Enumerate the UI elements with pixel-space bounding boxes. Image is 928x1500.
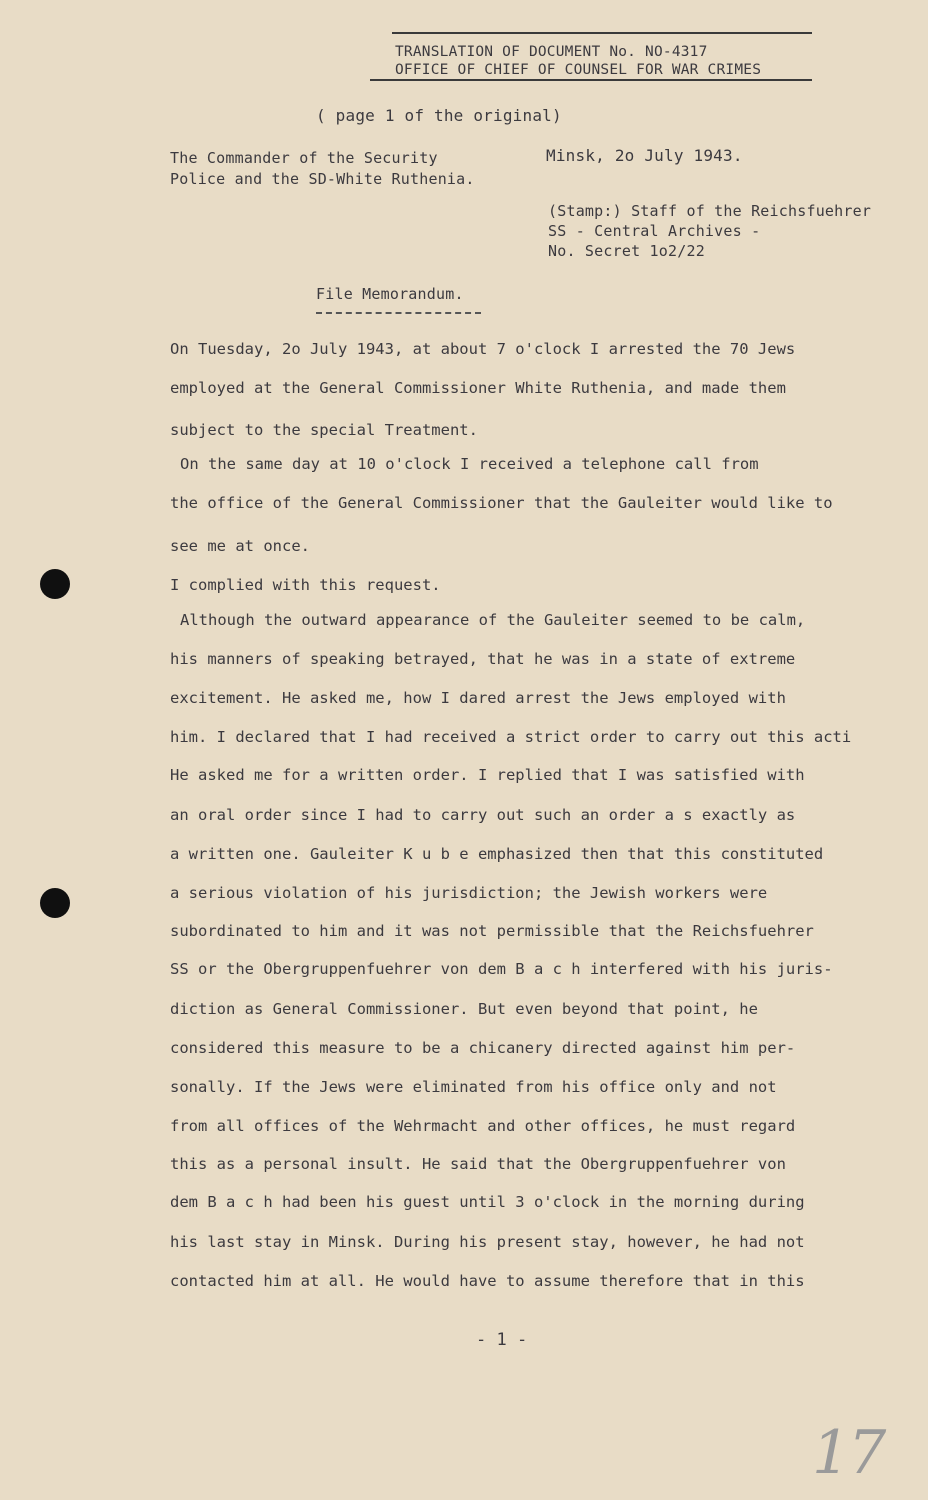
body-line: On Tuesday, 2o July 1943, at about 7 o'clock I arrested the 70 Jews — [170, 340, 796, 358]
punch-hole-bottom — [40, 888, 70, 918]
header-top-rule — [392, 32, 812, 34]
punch-hole-top — [40, 569, 70, 599]
body-line: Although the outward appearance of the Gauleiter seemed to be calm, — [180, 611, 806, 629]
body-line: considered this measure to be a chicanery directed against him per- — [170, 1039, 796, 1057]
page-note: ( page 1 of the original) — [316, 106, 562, 125]
body-line: his last stay in Minsk. During his present stay, however, he had not — [170, 1233, 805, 1251]
body-line: from all offices of the Wehrmacht and other offices, he must regard — [170, 1117, 796, 1135]
sender-line-2: Police and the SD-White Ruthenia. — [170, 170, 475, 188]
body-line: On the same day at 10 o'clock I received a telephone call from — [180, 455, 759, 473]
header-line-1: TRANSLATION OF DOCUMENT No. NO-4317 — [395, 44, 708, 60]
body-line: diction as General Commissioner. But even beyond that point, he — [170, 1000, 758, 1018]
body-line: He asked me for a written order. I replied that I was satisfied with — [170, 766, 805, 784]
body-line: contacted him at all. He would have to assume therefore that in this — [170, 1272, 805, 1290]
stamp-line-2: SS - Central Archives - — [548, 222, 761, 240]
body-line: excitement. He asked me, how I dared arrest the Jews employed with — [170, 689, 786, 707]
body-line: I complied with this request. — [170, 576, 441, 594]
body-line: dem B a c h had been his guest until 3 o'clock in the morning during — [170, 1193, 805, 1211]
header-bottom-rule — [370, 79, 812, 81]
body-line: employed at the General Commissioner White Ruthenia, and made them — [170, 379, 786, 397]
stamp-line-3: No. Secret 1o2/22 — [548, 242, 705, 260]
sender-line-1: The Commander of the Security — [170, 149, 438, 167]
body-line: a written one. Gauleiter K u b e emphasized then that this constituted — [170, 845, 824, 863]
body-line: an oral order since I had to carry out such an order a s exactly as — [170, 806, 796, 824]
body-line: his manners of speaking betrayed, that he was in a state of extreme — [170, 650, 796, 668]
handwritten-page-number: 17 — [812, 1418, 885, 1488]
body-line: him. I declared that I had received a strict order to carry out this acti — [170, 728, 852, 746]
memo-title: File Memorandum. — [316, 285, 464, 303]
body-line: see me at once. — [170, 537, 310, 555]
memo-title-underline — [316, 312, 481, 314]
body-line: subordinated to him and it was not permissible that the Reichsfuehrer — [170, 922, 814, 940]
page-number: - 1 - — [476, 1330, 528, 1350]
stamp-line-1: (Stamp:) Staff of the Reichsfuehrer — [548, 202, 872, 220]
body-line: this as a personal insult. He said that the Obergruppenfuehrer von — [170, 1155, 786, 1173]
body-line: the office of the General Commissioner that the Gauleiter would like to — [170, 494, 833, 512]
place-date: Minsk, 2o July 1943. — [546, 146, 743, 165]
body-line: a serious violation of his jurisdiction; the Jewish workers were — [170, 884, 768, 902]
body-line: SS or the Obergruppenfuehrer von dem B a c h interfered with his juris- — [170, 960, 833, 978]
header-line-2: OFFICE OF CHIEF OF COUNSEL FOR WAR CRIMES — [395, 62, 762, 78]
body-line: sonally. If the Jews were eliminated from his office only and not — [170, 1078, 777, 1096]
body-line: subject to the special Treatment. — [170, 421, 478, 439]
